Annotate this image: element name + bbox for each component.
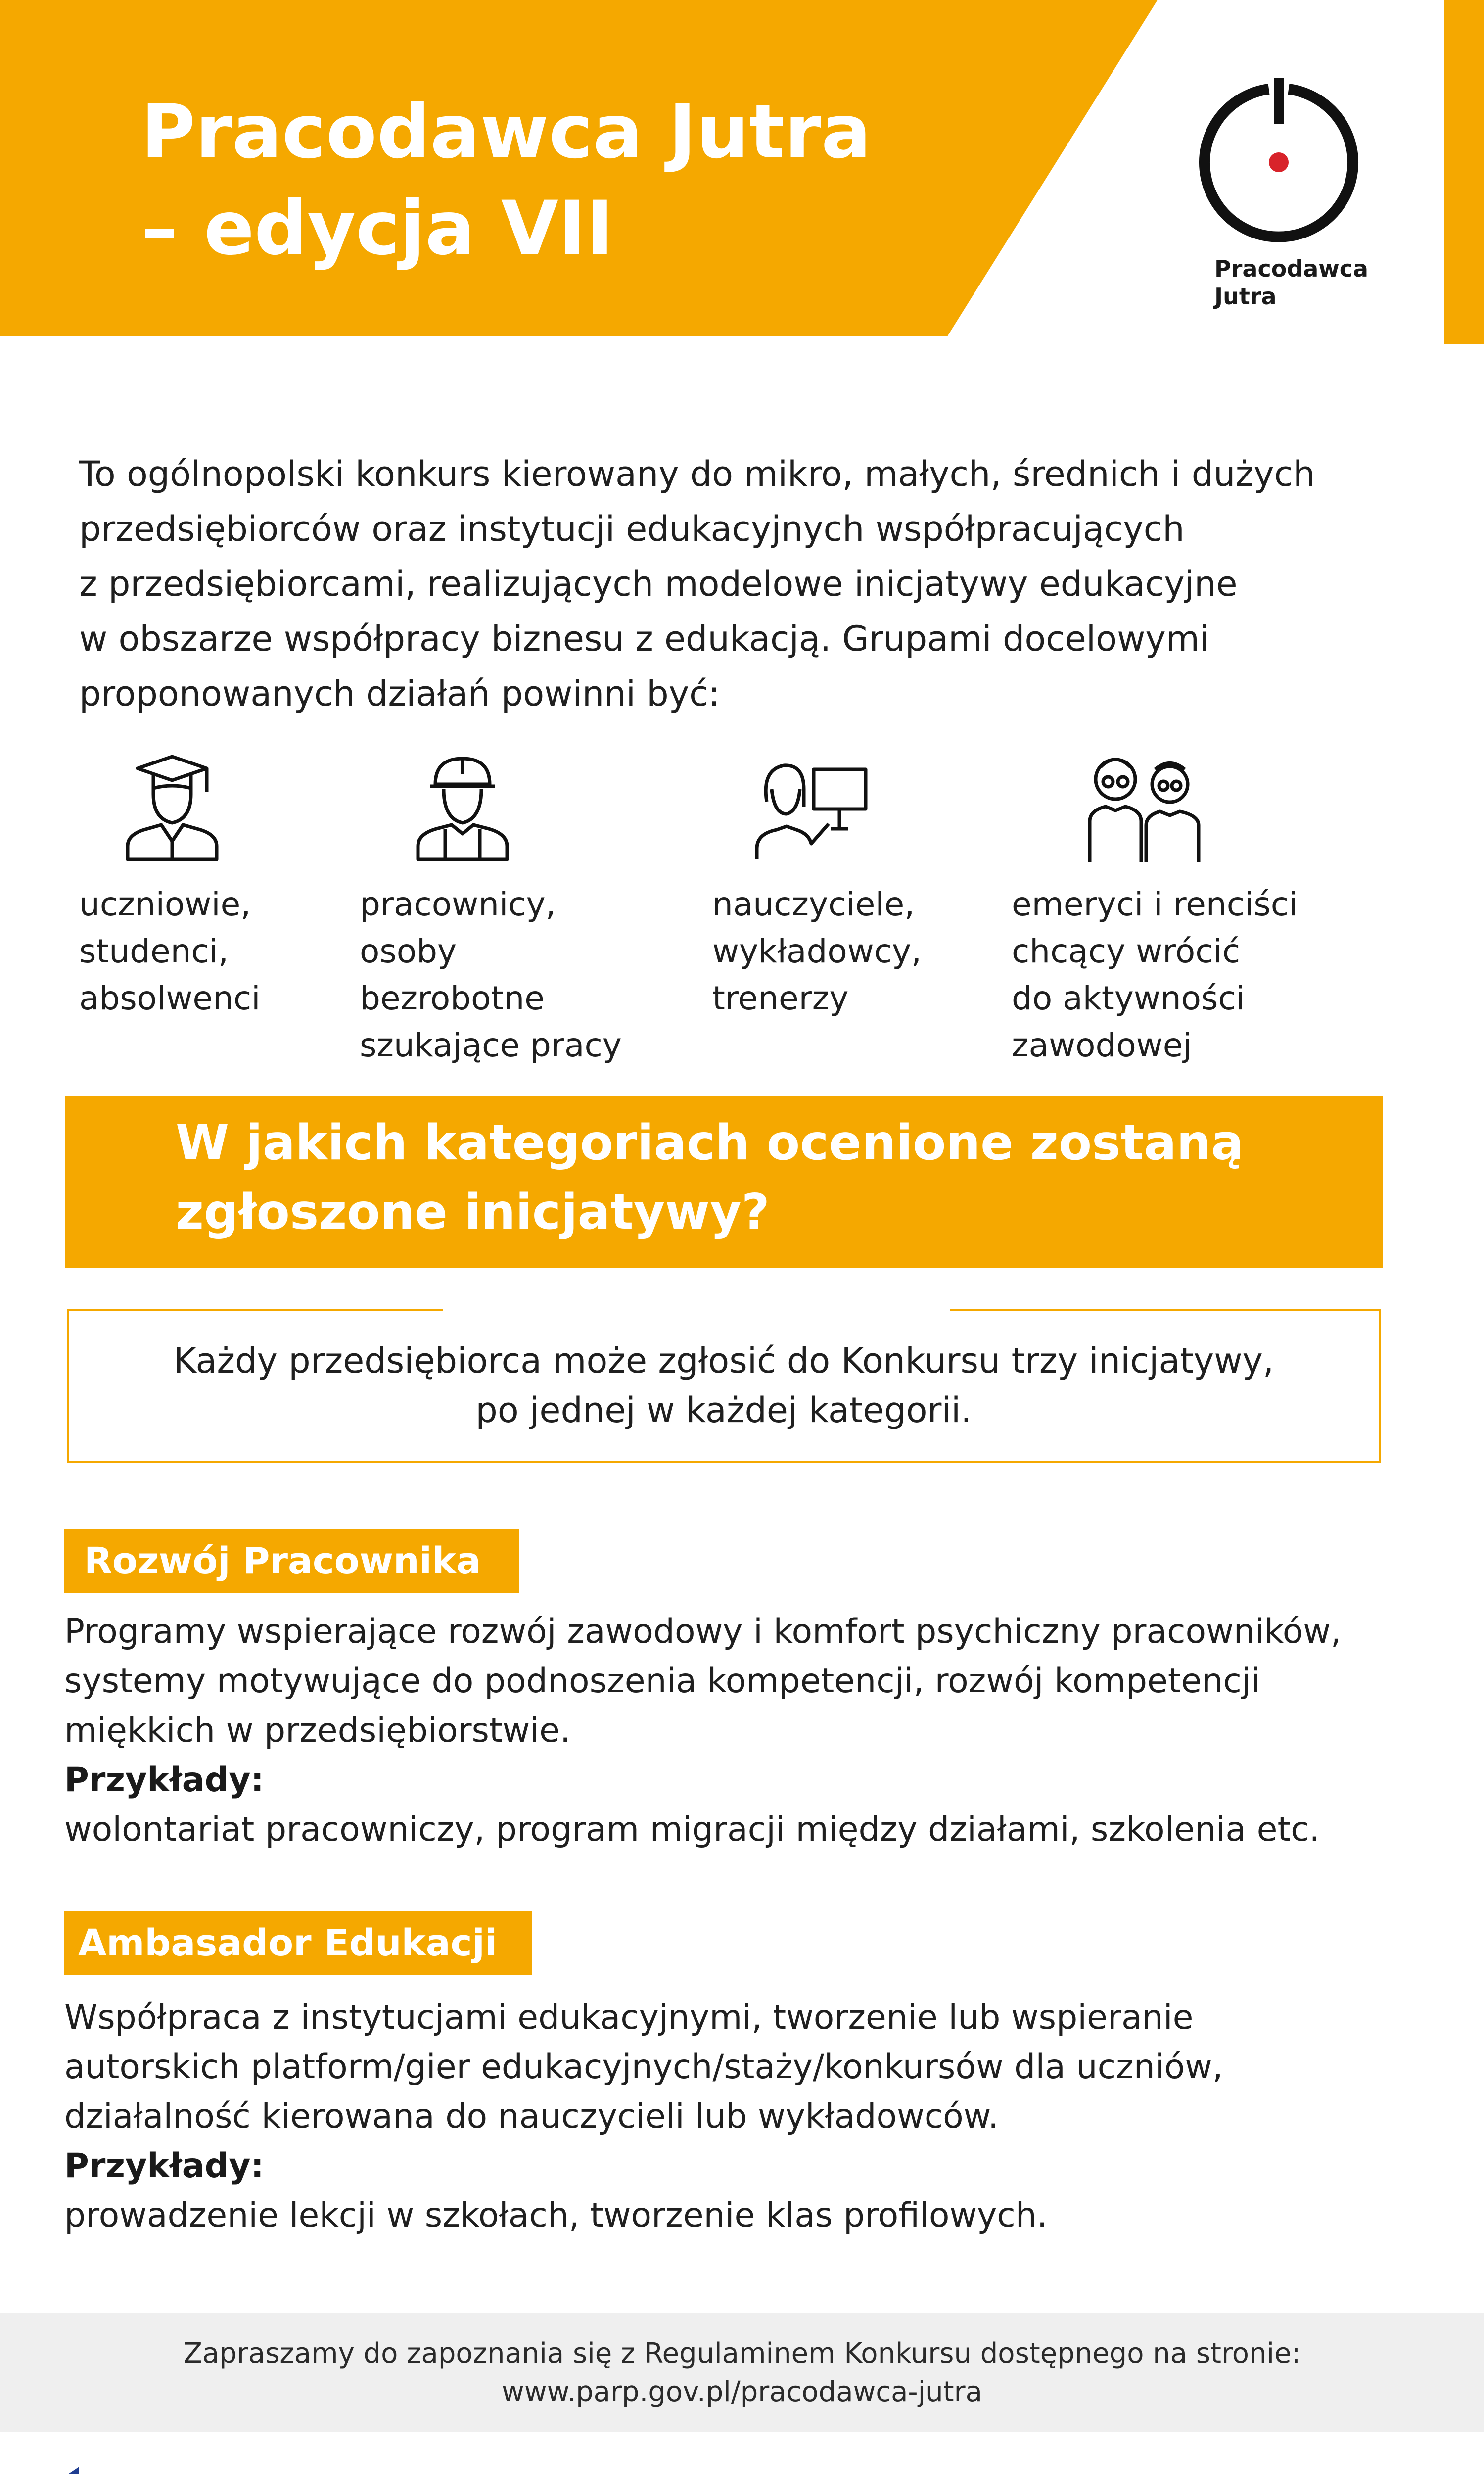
graduate-icon bbox=[123, 755, 222, 861]
title-line-2: – edycja VII bbox=[141, 186, 614, 272]
seniors-icon bbox=[1086, 752, 1202, 863]
examples-text: wolontariat pracowniczy, program migracji między działami, szkolenia etc. bbox=[64, 1810, 1320, 1849]
footer-text: Zapraszamy do zapoznania się z Regulaminem Konkursu dostępnego na stronie: www.parp.gov.pl/pracodawca-jutra bbox=[183, 2337, 1301, 2408]
teacher-icon bbox=[754, 760, 868, 861]
section-tag-rozwoj bbox=[64, 1529, 519, 1593]
page-title bbox=[141, 84, 871, 277]
pracodawca-jutra-logo-icon bbox=[1195, 78, 1363, 246]
logo-text: Pracodawca Jutra bbox=[1214, 255, 1369, 310]
fundusze-europejskie-logo-icon bbox=[49, 2467, 101, 2474]
examples-label: Przykłady: bbox=[64, 1760, 264, 1800]
note-box-top-right bbox=[950, 1309, 1381, 1311]
examples-text: prowadzenie lekcji w szkołach, tworzenie klas profilowych. bbox=[64, 2196, 1048, 2235]
worker-icon bbox=[413, 755, 512, 861]
intro-paragraph: To ogólnopolski konkurs kierowany do mikro, małych, średnich i dużych przedsiębiorców oraz instytucji edukacyjnych współpracujących z przedsiębiorcami, realizujących modelowe inicjatywy edukacyjne w obszarze współpracy biznesu z edukacją. Grupami docelowymi proponowanych działań powinni być: bbox=[79, 454, 1315, 714]
examples-label: Przykłady: bbox=[64, 2146, 264, 2186]
note-text: Każdy przedsiębiorca może zgłosić do Konkursu trzy inicjatywy, po jednej w każdej kategorii. bbox=[173, 1340, 1274, 1430]
target-group-label: uczniowie, studenci, absolwenci bbox=[79, 885, 261, 1017]
title-line-1: Pracodawca Jutra bbox=[141, 89, 872, 175]
section-tag-ambasador bbox=[64, 1911, 532, 1975]
section-body: Programy wspierające rozwój zawodowy i komfort psychiczny pracowników, systemy motywujące do podnoszenia kompetencji, rozwój kompetencji miękkich w przedsiębiorstwie. bbox=[64, 1612, 1342, 1750]
categories-heading: W jakich kategoriach ocenione zostaną zgłoszone inicjatywy? bbox=[176, 1115, 1244, 1240]
target-group-label: nauczyciele, wykładowcy, trenerzy bbox=[712, 885, 922, 1017]
section-title: Rozwój Pracownika bbox=[84, 1540, 481, 1582]
section-title: Ambasador Edukacji bbox=[78, 1922, 498, 1964]
target-group-label: emeryci i renciści chcący wrócić do aktywności zawodowej bbox=[1012, 885, 1298, 1064]
right-accent-stripe bbox=[1444, 0, 1484, 344]
target-group-label: pracownicy, osoby bezrobotne szukające pracy bbox=[360, 885, 622, 1064]
note-box-top-left bbox=[67, 1309, 443, 1311]
section-body: Współpraca z instytucjami edukacyjnymi, tworzenie lub wspieranie autorskich platform/gier edukacyjnych/staży/konkursów dla uczniów, działalność kierowana do nauczycieli lub wykładowców. bbox=[64, 1998, 1223, 2136]
